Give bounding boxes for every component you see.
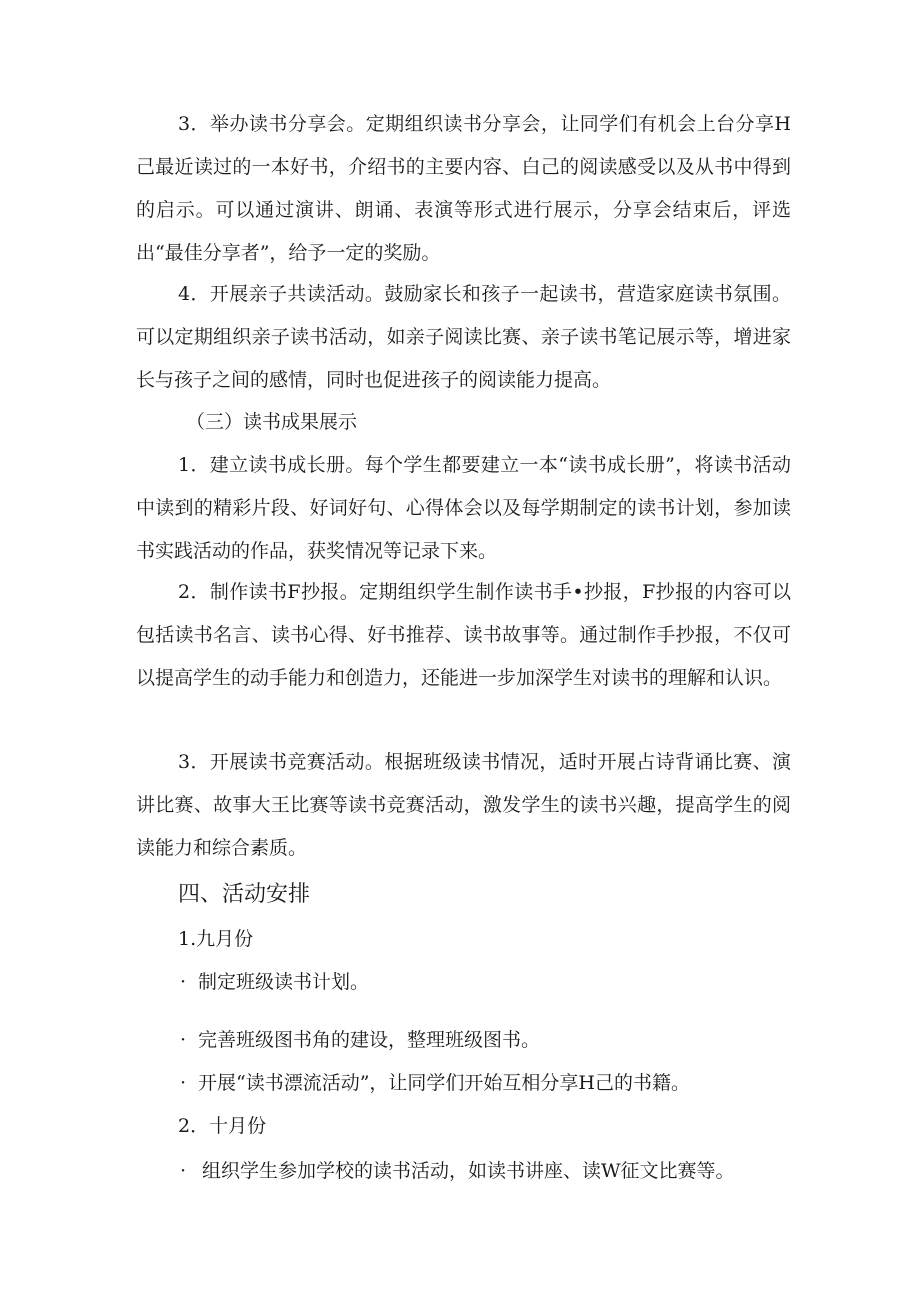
list-item-text: 完善班级图书角的建设，整理班级图书。 [198, 1029, 541, 1051]
subsection-title: （三）读书成果展示 [186, 411, 358, 433]
bullet-mark: · [180, 1029, 187, 1051]
bullet-mark: · [180, 1160, 187, 1182]
bullet-mark: · [180, 1072, 187, 1094]
list-item [180, 1019, 540, 1062]
list-item-text: 制定班级读书计划。 [198, 971, 370, 993]
list-item-text: 开展“读书漂流活动”，让同学们开始互相分享H己的书籍。 [198, 1072, 690, 1094]
month-label-september: 1.九月份 [178, 928, 254, 950]
list-item-text: 组织学生参加学校的读书活动，如读书讲座、读W征文比赛等。 [202, 1160, 735, 1182]
list-item [180, 961, 369, 1004]
bullet-mark: · [180, 971, 187, 993]
paragraph-reading-sharing: 3．举办读书分享会。定期组织读书分享会，让同学们有机会上台分享H己最近读过的一本好书，介绍书的主要内容、白己的阅读感受以及从书中得到的启示。可以通过演讲、朗诵、表演等形式进行展示，分享会结束后，评选出“最佳分享者”，给予一定的奖励。 [136, 113, 791, 264]
paragraph-growth-book: 1．建立读书成长册。每个学生都要建立一本“读书成长册”，将读书活动中读到的精彩片段、好词好句、心得体会以及每学期制定的读书计划，参加读书实践活动的作品，获奖情况等记录下来。 [136, 454, 791, 562]
section-title: 四、活动安排 [178, 882, 311, 907]
list-item [180, 1062, 690, 1105]
paragraph-handwritten-newspaper: 2．制作读书F抄报。定期组织学生制作读书手•抄报，F抄报的内容可以包括读书名言、读书心得、好书推荐、读书故事等。通过制作手抄报，不仅可以提高学生的动手能力和创造力，还能进一步加深学生对读书的理解和认识。 [136, 581, 791, 689]
month-label-october: 2．十月份 [178, 1115, 267, 1137]
paragraph-parent-child-reading: 4．开展亲子共读活动。鼓励家长和孩子一起读书，营造家庭读书氛围。可以定期组织亲子读书活动，如亲子阅读比赛、亲子读书笔记展示等，增进家长与孩子之间的感情，同时也促进孩子的阅读能力提高。 [136, 283, 791, 391]
paragraph-reading-competition: 3．开展读书竞赛活动。根据班级读书情况，适时开展占诗背诵比赛、演讲比赛、故事大王比赛等读书竞赛活动，激发学生的读书兴趣，提高学生的阅读能力和综合素质。 [136, 751, 791, 859]
list-item [180, 1150, 735, 1193]
